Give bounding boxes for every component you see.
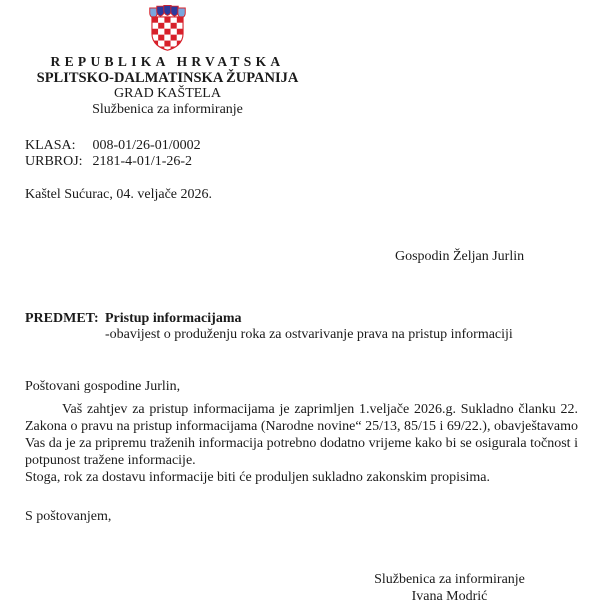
salutation: Poštovani gospodine Jurlin, [25,379,181,394]
coa-checkerboard [152,17,183,51]
urbroj-value: 2181-4-01/1-26-2 [92,154,193,169]
letterhead-office: Službenica za informiranje [92,102,243,117]
subject-label: PREDMET: [25,311,99,326]
subject-title: Pristup informacijama [105,311,242,326]
body-paragraph-1: Vaš zahtjev za pristup informacijama je zaprimljen 1.veljače 2026.g. Sukladno članku 22. Zakona o pravu na pristup informacijama (Narodne novine“ 25/13, 85/15 i 69/22.), obavještavamo Vas da je za pripremu traženih informacija potrebno dodatno vrijeme kako bi se osigurala točnost i potpunost tražene informacije. [25,402,578,468]
body-paragraph-2: Stoga, rok za dostavu informacije biti će produljen sukladno zakonskim propisima. [25,470,491,485]
letterhead-city: GRAD KAŠTELA [114,86,221,101]
letterhead-county: SPLITSKO-DALMATINSKA ŽUPANIJA [36,70,299,86]
croatian-coat-of-arms-icon [149,5,186,51]
subject-block [25,311,578,343]
place-and-date: Kaštel Sućurac, 04. veljače 2026. [25,187,212,202]
subject-subtitle: -obavijest o produženju roka za ostvarivanje prava na pristup informaciji [105,327,513,342]
coa-crown [150,5,186,18]
urbroj-label: URBROJ: [25,154,83,169]
klasa-label: KLASA: [25,138,76,153]
signature-title: Službenica za informiranje [374,572,525,587]
urbroj-row [25,154,578,170]
recipient-name: Gospodin Željan Jurlin [395,249,525,264]
klasa-row [25,138,578,154]
closing-phrase: S poštovanjem, [25,509,112,524]
letterhead [25,0,310,118]
signature-name: Ivana Modrić [411,589,488,604]
document-reference-block [25,138,578,170]
subject-body [105,311,513,343]
klasa-value: 008-01/26-01/0002 [92,138,201,153]
signature-block [372,571,527,605]
letterhead-country: REPUBLIKA HRVATSKA [50,54,285,69]
